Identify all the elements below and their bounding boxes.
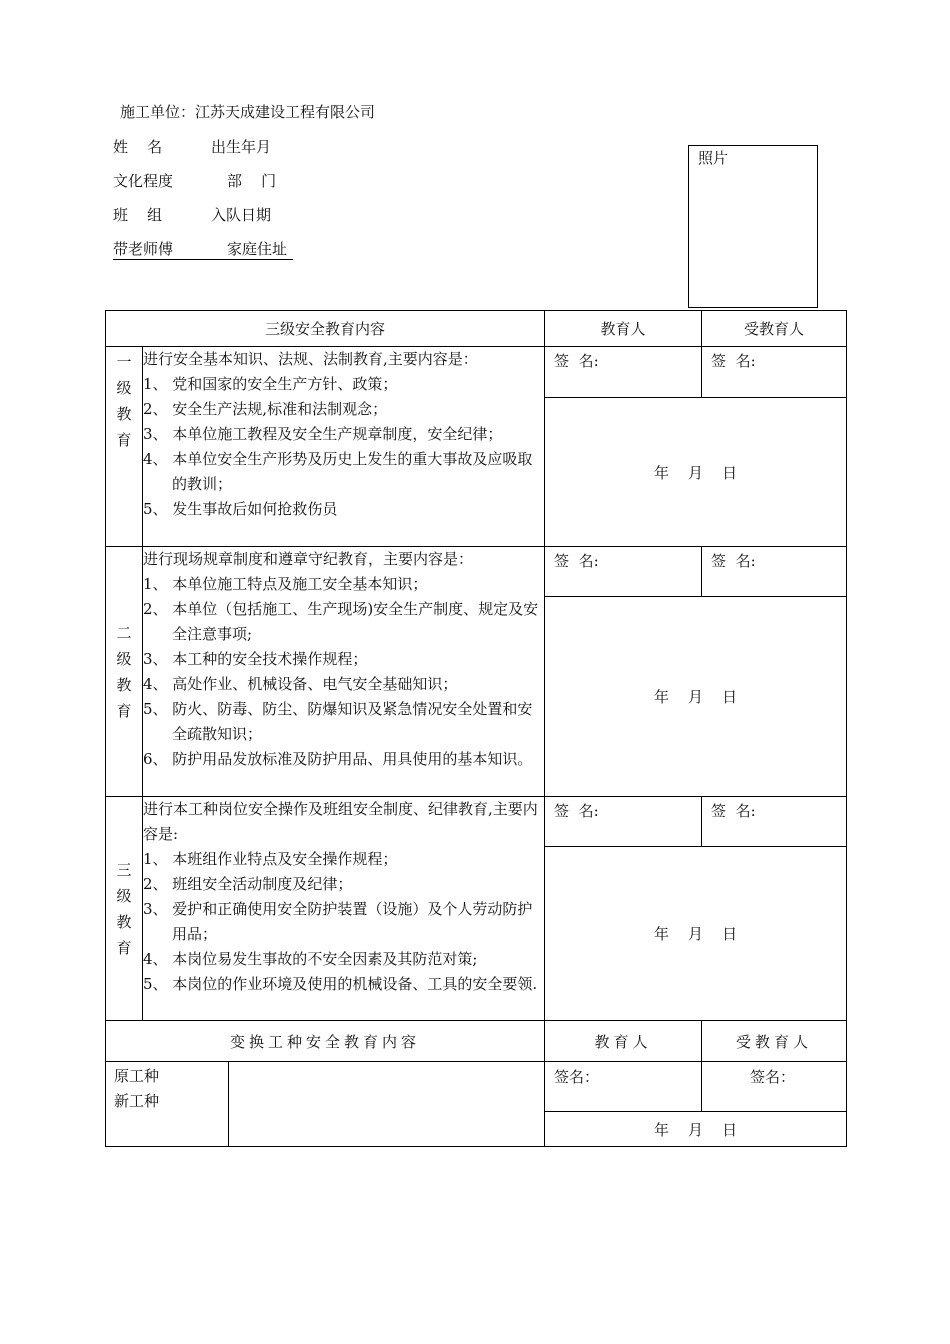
level2-item: 5、 防火、防毒、防尘、防爆知识及紧急情况安全处置和安全疏散知识；: [143, 700, 533, 743]
level3-char: 级: [116, 886, 132, 905]
level1-educatee-sign[interactable]: 签 名:: [702, 347, 847, 398]
level3-educator-sign[interactable]: 签 名:: [545, 797, 702, 847]
level2-sign-row: [106, 547, 847, 597]
level1-sign-row: [106, 347, 847, 398]
level3-char: 教: [116, 912, 132, 931]
department-label: 部 门: [227, 172, 277, 190]
level1-item: 2、 安全生产法规,标准和法制观念；: [143, 400, 388, 418]
level2-intro: 进行现场规章制度和遵章守纪教育，主要内容是：: [143, 550, 474, 568]
change-header: 变换工种安全教育内容: [106, 1021, 545, 1062]
birth-label: 出生年月: [211, 138, 272, 156]
level1-content: [143, 347, 545, 547]
join-date-label: 入队日期: [211, 206, 272, 224]
level2-educator-sign[interactable]: 签 名:: [545, 547, 702, 597]
change-educator-header: 教育人: [545, 1021, 702, 1062]
original-trade-label: 原工种: [114, 1067, 160, 1085]
team-label: 班 组: [113, 206, 163, 224]
change-educatee-sign[interactable]: 签名：: [702, 1062, 847, 1112]
level2-item: 3、 本工种的安全技术操作规程；: [143, 650, 368, 668]
photo-label: 照片: [698, 149, 729, 167]
change-date[interactable]: 年 月 日: [545, 1112, 847, 1147]
level2-char: 教: [116, 675, 132, 694]
level1-item: 4、 本单位安全生产形势及历史上发生的重大事故及应吸取的教训；: [143, 450, 533, 493]
level1-item: 3、 本单位施工教程及安全生产规章制度，安全纪律；: [143, 425, 503, 443]
company-label: 施工单位：江苏天成建设工程有限公司: [120, 103, 376, 121]
name-label: 姓 名: [113, 138, 163, 156]
level2-label: [106, 547, 143, 797]
level1-educator-sign[interactable]: 签 名:: [545, 347, 702, 398]
header-content: 三级安全教育内容: [106, 311, 545, 347]
new-trade-label: 新工种: [114, 1092, 160, 1110]
level3-char: 三: [116, 860, 132, 879]
change-content-cell[interactable]: [229, 1062, 545, 1147]
level1-char: 育: [116, 431, 132, 449]
address-label: 家庭住址: [227, 240, 288, 258]
level2-char: 二: [116, 623, 132, 642]
level1-label: [106, 347, 143, 547]
level1-date[interactable]: 年 月 日: [545, 398, 847, 547]
level3-char: 育: [116, 938, 132, 957]
level3-item: 2、 班组安全活动制度及纪律；: [143, 875, 353, 893]
change-sign-row: [106, 1062, 847, 1112]
level1-item: 1、 党和国家的安全生产方针、政策；: [143, 375, 398, 393]
level2-item: 1、 本单位施工特点及施工安全基本知识；: [143, 575, 428, 593]
level1-char: 一: [116, 353, 132, 371]
level2-date[interactable]: 年 月 日: [545, 597, 847, 797]
level2-char: 级: [116, 649, 132, 668]
education-label: 文化程度: [113, 172, 174, 190]
photo-box: [688, 145, 818, 308]
change-trade-labels: [106, 1062, 229, 1147]
level3-label: [106, 797, 143, 1021]
level1-char: 级: [116, 379, 132, 397]
level3-item: 3、 爱护和正确使用安全防护装置（设施）及个人劳动防护用品；: [143, 900, 533, 943]
level2-item: 2、 本单位（包括施工、生产现场)安全生产制度、规定及安全注意事项;: [143, 600, 539, 643]
level3-item: 5、 本岗位的作业环境及使用的机械设备、工具的安全要领.: [143, 975, 538, 993]
change-educatee-header: 受教育人: [702, 1021, 847, 1062]
change-header-row: [106, 1021, 847, 1062]
level3-content: [143, 797, 545, 1021]
header-educatee: 受教育人: [702, 311, 847, 347]
level1-intro: 进行安全基本知识、法规、法制教育,主要内容是：: [143, 350, 478, 368]
level1-char: 教: [116, 405, 132, 423]
change-educator-sign[interactable]: 签名：: [545, 1062, 702, 1112]
level2-char: 育: [116, 701, 132, 720]
mentor-label: 带老师傅: [113, 240, 174, 258]
table-header-row: [106, 311, 847, 347]
level3-date[interactable]: 年 月 日: [545, 847, 847, 1021]
level2-item: 4、 高处作业、机械设备、电气安全基础知识；: [143, 675, 458, 693]
row-mentor: [113, 239, 293, 260]
level3-sign-row: [106, 797, 847, 847]
header-educator: 教育人: [545, 311, 702, 347]
education-table: [105, 310, 847, 1147]
level3-intro: 进行本工种岗位安全操作及班组安全制度、纪律教育,主要内容是:: [143, 800, 538, 843]
level3-item: 4、 本岗位易发生事故的不安全因素及其防范对策;: [143, 950, 478, 968]
level3-item: 1、 本班组作业特点及安全操作规程；: [143, 850, 398, 868]
level1-item: 5、 发生事故后如何抢救伤员: [143, 500, 338, 518]
level2-item: 6、 防护用品发放标准及防护用品、用具使用的基本知识。: [143, 750, 533, 768]
level2-content: [143, 547, 545, 797]
level2-educatee-sign[interactable]: 签 名:: [702, 547, 847, 597]
level3-educatee-sign[interactable]: 签 名:: [702, 797, 847, 847]
